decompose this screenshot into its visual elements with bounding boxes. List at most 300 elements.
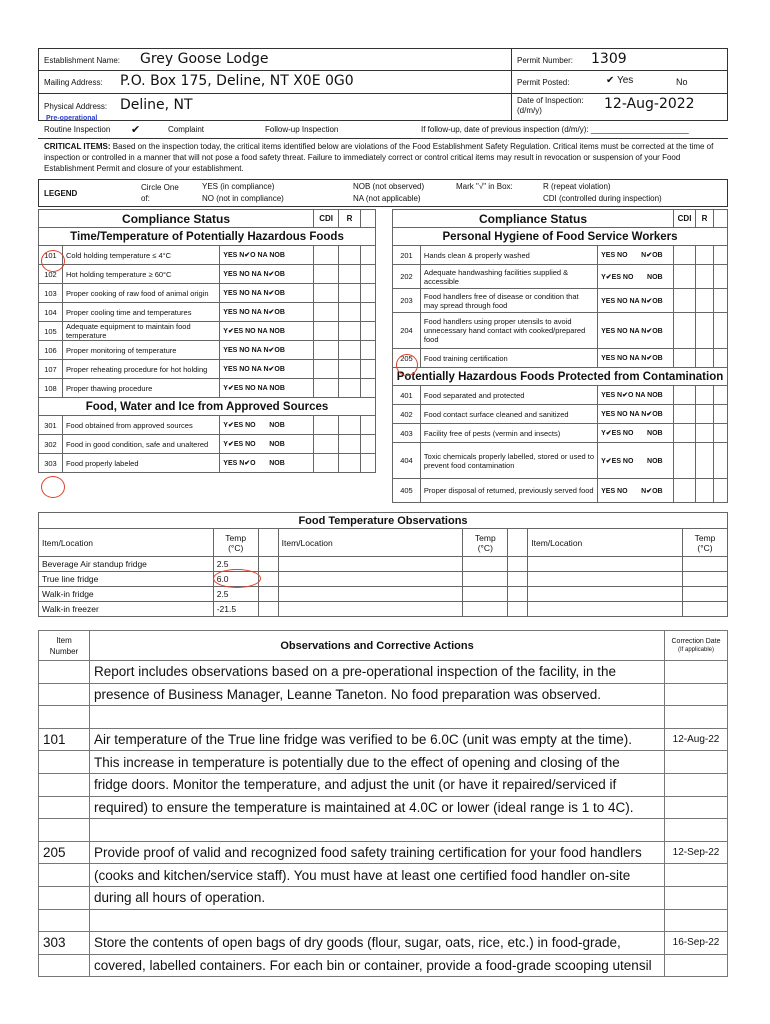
empty-temp-cell[interactable] [278,587,463,602]
r-box[interactable] [339,265,361,284]
empty-temp-cell[interactable] [528,572,683,587]
observation-row [39,886,728,909]
correction-date [665,819,728,842]
observation-text: fridge doors. Monitor the temperature, and adjust the unit (or have it repaired/serviced if [89,773,664,796]
left-section-header [39,228,376,246]
right-cdi-header: CDI [674,210,696,228]
compliance-options[interactable]: Y✔ES NO NOB [220,435,314,454]
observation-item-number [39,864,90,887]
observation-row [39,841,728,864]
observation-row [39,661,728,684]
observation-text [89,819,664,842]
cdi-box[interactable] [314,435,339,454]
item-number: 401 [393,386,421,405]
empty-temp-cell[interactable] [508,572,528,587]
cdi-box[interactable] [314,303,339,322]
spacer-cell [361,454,376,473]
mailing-label: Mailing Address: [44,78,103,87]
empty-temp-cell[interactable] [278,557,463,572]
cdi-box[interactable] [674,443,696,479]
spacer-cell [361,416,376,435]
complaint-label[interactable]: Complaint [168,125,205,134]
spacer-cell [361,322,376,341]
compliance-options[interactable]: Y✔ES NO NOB [598,265,674,289]
correction-date [665,751,728,774]
compliance-options[interactable]: YES NO NA N✔OB [598,313,674,349]
correction-date [665,954,728,977]
mailing-address[interactable]: P.O. Box 175, Deline, NT X0E 0G0 [120,73,354,89]
compliance-table-right [392,209,728,503]
observation-row [39,751,728,774]
r-box[interactable] [339,360,361,379]
cdi-box[interactable] [314,379,339,398]
establishment-name[interactable]: Grey Goose Lodge [140,51,269,67]
empty-temp-cell[interactable] [683,572,728,587]
empty-temp-cell[interactable] [258,587,278,602]
correction-date [665,886,728,909]
followup-label[interactable]: Follow-up Inspection [265,125,339,134]
temp-row [39,572,728,587]
temp-value[interactable]: 2.5 [213,557,258,572]
compliance-row [393,289,728,313]
r-box[interactable] [339,322,361,341]
observation-text [89,909,664,932]
item-description: Food handlers free of disease or condition that may spread through food [420,289,597,313]
legend-yes: YES (in compliance) [202,182,275,191]
compliance-options[interactable]: YES N✔O NOB [220,454,314,473]
r-box[interactable] [696,349,714,368]
item-number: 303 [39,454,63,473]
r-box[interactable] [696,313,714,349]
compliance-options[interactable]: YES NO N✔OB [598,479,674,503]
empty-temp-cell[interactable] [508,557,528,572]
cdi-box[interactable] [314,360,339,379]
temp-item[interactable]: Walk-in fridge [39,587,214,602]
critical-items-body: Based on the inspection today, the critical items identified below are violations of the Food Establishment Safety Regulation. Critical items must be corrected at the time of inspection or controlled in a manner that will not pose a food safety threat. Failure to immediately correct or control critical items may result in revocation or suspension of your Food Establishment Permit and closure of your establishment. [44,142,714,173]
empty-temp-cell[interactable] [508,587,528,602]
item-description: Hands clean & properly washed [420,246,597,265]
empty-temp-cell[interactable] [528,557,683,572]
item-number: 201 [393,246,421,265]
observation-row [39,864,728,887]
empty-temp-cell[interactable] [463,587,508,602]
empty-temp-cell[interactable] [278,572,463,587]
observation-item-number: 205 [39,841,90,864]
observation-item-number [39,683,90,706]
compliance-options[interactable]: YES NO N✔OB [598,246,674,265]
item-number: 302 [39,435,63,454]
item-number: 101 [39,246,63,265]
observation-text: (cooks and kitchen/service staff). You must have at least one certified food handler on-site [89,864,664,887]
circle-303 [41,476,65,498]
r-box[interactable] [339,379,361,398]
empty-temp-cell[interactable] [683,557,728,572]
item-description: Food contact surface cleaned and sanitized [420,405,597,424]
inspection-date-label: Date of Inspection: [517,96,584,105]
compliance-row [39,379,376,398]
r-box[interactable] [339,284,361,303]
temp-value[interactable]: -21.5 [213,602,258,617]
preop-note: Pre-operational [46,115,98,122]
r-box[interactable] [339,246,361,265]
correction-date [665,706,728,729]
compliance-options[interactable]: YES N✔O NA NOB [598,386,674,405]
critical-items-heading: CRITICAL ITEMS: [44,142,111,151]
correction-date-header: Correction Date [671,637,721,645]
food-temp-title: Food Temperature Observations [39,513,728,529]
empty-temp-cell[interactable] [463,557,508,572]
empty-temp-cell[interactable] [278,602,463,617]
observation-item-number: 101 [39,728,90,751]
cdi-box[interactable] [674,479,696,503]
right-section-title: Potentially Hazardous Foods Protected from Contamination [393,368,728,386]
spacer-cell [361,341,376,360]
cdi-box[interactable] [314,284,339,303]
item-location-header-3: Item/Location [528,529,683,557]
compliance-options[interactable]: YES NO NA N✔OB [220,284,314,303]
item-description: Food handlers using proper utensils to avoid unnecessary hand contact with cooked/prepared food [420,313,597,349]
physical-label: Physical Address: [44,102,108,111]
observation-text: presence of Business Manager, Leanne Taneton. No food preparation was observed. [89,683,664,706]
correction-date [665,909,728,932]
item-number: 403 [393,424,421,443]
item-description: Proper reheating procedure for hot holding [62,360,219,379]
r-box[interactable] [696,265,714,289]
observation-item-number [39,751,90,774]
spacer-cell [713,265,727,289]
temp-item[interactable]: True line fridge [39,572,214,587]
empty-temp-cell[interactable] [258,602,278,617]
spacer-cell [713,289,727,313]
item-description: Food properly labeled [62,454,219,473]
cdi-box[interactable] [674,386,696,405]
food-temperature-table [38,512,728,617]
compliance-row [39,454,376,473]
spacer-cell [361,379,376,398]
cdi-box[interactable] [314,246,339,265]
compliance-row [393,424,728,443]
item-number: 402 [393,405,421,424]
item-description: Adequate handwashing facilities supplied & accessible [420,265,597,289]
observation-text: required) to ensure the temperature is maintained at 4.0C or lower (ideal range is 1 to 4C). [89,796,664,819]
cdi-box[interactable] [674,405,696,424]
r-box[interactable] [339,341,361,360]
item-description: Food training certification [420,349,597,368]
correction-date [665,661,728,684]
observation-text: during all hours of operation. [89,886,664,909]
item-number: 105 [39,322,63,341]
empty-temp-cell[interactable] [528,602,683,617]
right-section-title: Personal Hygiene of Food Service Workers [393,228,728,246]
observation-text: Report includes observations based on a pre-operational inspection of the facility, in the [89,661,664,684]
spacer-cell [361,303,376,322]
cdi-box[interactable] [314,416,339,435]
observation-item-number [39,909,90,932]
temp-header-3: Temp (°C) [683,529,728,557]
legend-circle-one: Circle One of: [141,183,179,203]
item-location-header-2: Item/Location [278,529,463,557]
right-section-header [393,368,728,386]
followup-date-label: If follow-up, date of previous inspection (d/m/y): ______________________ [421,125,689,134]
routine-label[interactable]: Routine Inspection [44,125,111,134]
left-r-header: R [339,210,361,228]
observation-row [39,796,728,819]
observation-text: Air temperature of the True line fridge was verified to be 6.0C (unit was empty at the time). [89,728,664,751]
compliance-table-left [38,209,376,473]
compliance-row [39,416,376,435]
correction-date: 12-Aug-22 [665,728,728,751]
observation-item-number [39,706,90,729]
item-description: Facility free of pests (vermin and insects) [420,424,597,443]
item-description: Food in good condition, safe and unaltered [62,435,219,454]
temp-row [39,602,728,617]
spacer-cell [361,246,376,265]
item-number: 405 [393,479,421,503]
r-box[interactable] [696,405,714,424]
item-description: Food separated and protected [420,386,597,405]
legend-label: LEGEND [44,189,78,198]
temp-row [39,557,728,572]
compliance-row [393,349,728,368]
item-description: Cold holding temperature ≤ 4°C [62,246,219,265]
cdi-box[interactable] [674,349,696,368]
spacer-cell [361,265,376,284]
observation-item-number: 303 [39,932,90,955]
r-box[interactable] [696,386,714,405]
temp-value[interactable]: 6.0 [213,572,258,587]
correction-date: 16-Sep-22 [665,932,728,955]
temp-value[interactable]: 2.5 [213,587,258,602]
cdi-box[interactable] [674,265,696,289]
compliance-row [39,360,376,379]
item-number-header: Item Number [39,631,90,661]
temp-item[interactable]: Beverage Air standup fridge [39,557,214,572]
critical-items-text [44,141,726,174]
compliance-row [39,303,376,322]
item-description: Proper cooling time and temperatures [62,303,219,322]
spacer-cell [713,443,727,479]
empty-temp-cell[interactable] [258,572,278,587]
observation-text: covered, labelled containers. For each bin or container, provide a food-grade scooping utensil [89,954,664,977]
permit-posted-yes[interactable]: ✔ Yes [606,75,634,86]
observation-text: This increase in temperature is potentially due to the effect of opening and closing of the [89,751,664,774]
r-box[interactable] [696,479,714,503]
item-number: 202 [393,265,421,289]
establishment-label: Establishment Name: [44,56,121,65]
temp-header-2: Temp (°C) [463,529,508,557]
observation-text [89,706,664,729]
cdi-box[interactable] [314,322,339,341]
temp-header-1: Temp (°C) [213,529,258,557]
r-box[interactable] [339,435,361,454]
observations-table [38,630,728,977]
cdi-box[interactable] [314,454,339,473]
correction-date [665,773,728,796]
right-r-header: R [696,210,714,228]
observation-row [39,683,728,706]
observation-item-number [39,661,90,684]
compliance-row [393,405,728,424]
correction-date [665,796,728,819]
observation-item-number [39,954,90,977]
r-box[interactable] [339,416,361,435]
item-number: 107 [39,360,63,379]
compliance-row [39,435,376,454]
spacer-cell [713,386,727,405]
if-applicable: (If applicable) [678,646,715,653]
compliance-row [39,284,376,303]
legend-mark: Mark "√" in Box: [456,182,513,191]
correction-date [665,864,728,887]
right-status-title: Compliance Status [393,210,674,228]
empty-temp-cell[interactable] [508,602,528,617]
left-section-title: Time/Temperature of Potentially Hazardous Foods [39,228,376,246]
legend-nob: NOB (not observed) [353,182,425,191]
routine-check-icon: ✔ [131,124,141,136]
item-description: Hot holding temperature ≥ 60°C [62,265,219,284]
observation-text: Provide proof of valid and recognized food safety training certification for your food handlers [89,841,664,864]
observation-item-number [39,886,90,909]
compliance-row [39,265,376,284]
r-box[interactable] [696,246,714,265]
observation-row [39,954,728,977]
compliance-options[interactable]: YES NO NA N✔OB [598,289,674,313]
spacer-cell [713,405,727,424]
correction-date: 12-Sep-22 [665,841,728,864]
item-number: 104 [39,303,63,322]
legend-na: NA (not applicable) [353,194,421,203]
inspection-date[interactable]: 12-Aug-2022 [604,96,695,112]
r-box[interactable] [339,454,361,473]
permit-number-label: Permit Number: [517,56,574,65]
item-description: Proper monitoring of temperature [62,341,219,360]
spacer-cell [361,435,376,454]
observation-row [39,932,728,955]
cdi-box[interactable] [674,246,696,265]
spacer-cell [713,313,727,349]
item-description: Proper disposal of returned, previously served food [420,479,597,503]
spacer-cell [713,349,727,368]
temp-row [39,587,728,602]
cdi-box[interactable] [314,341,339,360]
legend-no: NO (not in compliance) [202,194,284,203]
temp-item[interactable]: Walk-in freezer [39,602,214,617]
item-number: 205 [393,349,421,368]
r-box[interactable] [696,424,714,443]
left-status-title: Compliance Status [39,210,314,228]
cdi-box[interactable] [674,424,696,443]
compliance-row [393,265,728,289]
compliance-row [393,386,728,405]
right-section-header [393,228,728,246]
item-description: Toxic chemicals properly labelled, stored or used to prevent food contamination [420,443,597,479]
observation-row [39,706,728,729]
compliance-options[interactable]: YES N✔O NA NOB [220,246,314,265]
item-description: Food obtained from approved sources [62,416,219,435]
left-cdi-header: CDI [314,210,339,228]
observation-row [39,909,728,932]
cdi-box[interactable] [674,313,696,349]
observations-title: Observations and Corrective Actions [89,631,664,661]
legend-cdi: CDI (controlled during inspection) [543,194,662,203]
spacer-cell [713,479,727,503]
r-box[interactable] [339,303,361,322]
observation-row [39,819,728,842]
item-number: 108 [39,379,63,398]
item-number: 204 [393,313,421,349]
physical-address[interactable]: Deline, NT [120,97,193,113]
compliance-options[interactable]: YES NO NA N✔OB [220,265,314,284]
compliance-options[interactable]: YES NO NA N✔OB [598,349,674,368]
observation-text: Store the contents of open bags of dry goods (flour, sugar, oats, rice, etc.) in food-grade, [89,932,664,955]
item-location-header-1: Item/Location [39,529,214,557]
compliance-options[interactable]: YES NO NA N✔OB [220,341,314,360]
compliance-row [39,322,376,341]
empty-temp-cell[interactable] [683,587,728,602]
permit-posted-no[interactable]: No [676,77,688,87]
spacer-cell [713,246,727,265]
compliance-options[interactable]: YES NO NA N✔OB [598,405,674,424]
spacer-cell [713,424,727,443]
item-number: 102 [39,265,63,284]
permit-number[interactable]: 1309 [591,51,627,67]
correction-date [665,683,728,706]
permit-posted-label: Permit Posted: [517,78,570,87]
empty-temp-cell[interactable] [463,602,508,617]
compliance-row [39,246,376,265]
observation-item-number [39,796,90,819]
compliance-options[interactable]: Y✔ES NO NOB [220,416,314,435]
left-section-header [39,398,376,416]
empty-temp-cell[interactable] [528,587,683,602]
item-number: 404 [393,443,421,479]
observation-item-number [39,773,90,796]
item-description: Proper cooking of raw food of animal origin [62,284,219,303]
compliance-options[interactable]: Y✔ES NO NOB [598,443,674,479]
empty-temp-cell[interactable] [258,557,278,572]
compliance-options[interactable]: YES NO NA N✔OB [220,303,314,322]
r-box[interactable] [696,289,714,313]
left-section-title: Food, Water and Ice from Approved Sources [39,398,376,416]
compliance-row [393,313,728,349]
compliance-row [393,246,728,265]
item-description: Proper thawing procedure [62,379,219,398]
compliance-options[interactable]: YES NO NA N✔OB [220,360,314,379]
item-description: Adequate equipment to maintain food temperature [62,322,219,341]
compliance-options[interactable]: Y✔ES NO NOB [598,424,674,443]
compliance-row [393,479,728,503]
inspection-date-sub: (d/m/y) [517,106,542,115]
compliance-row [39,341,376,360]
cdi-box[interactable] [314,265,339,284]
observation-row [39,728,728,751]
item-number: 106 [39,341,63,360]
empty-temp-cell[interactable] [683,602,728,617]
empty-temp-cell[interactable] [463,572,508,587]
spacer-cell [361,360,376,379]
spacer-cell [361,284,376,303]
r-box[interactable] [696,443,714,479]
cdi-box[interactable] [674,289,696,313]
compliance-options[interactable]: Y✔ES NO NA NOB [220,322,314,341]
observation-row [39,773,728,796]
compliance-options[interactable]: Y✔ES NO NA NOB [220,379,314,398]
compliance-row [393,443,728,479]
item-number: 301 [39,416,63,435]
item-number: 103 [39,284,63,303]
observation-item-number [39,819,90,842]
item-number: 203 [393,289,421,313]
